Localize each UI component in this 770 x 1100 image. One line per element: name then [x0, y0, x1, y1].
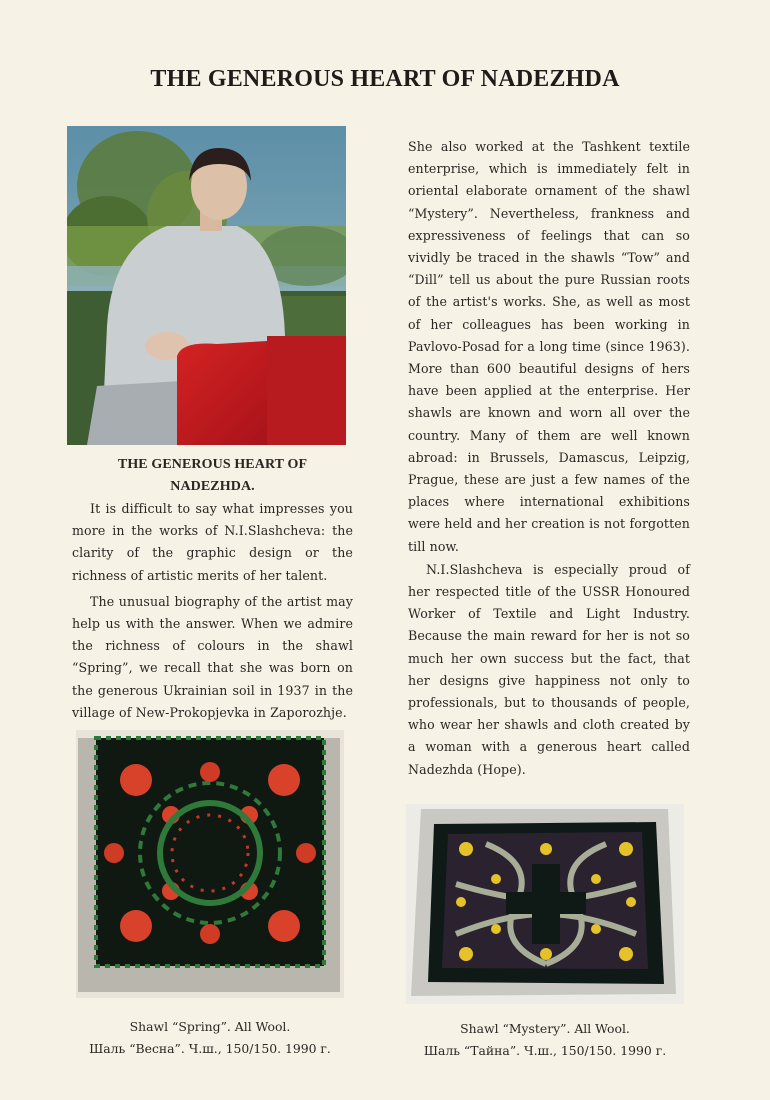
shawl-mystery-photo — [406, 804, 684, 1004]
subhead-line-2: NADEZHDA. — [170, 479, 255, 494]
left-column — [72, 454, 353, 724]
page-title: THE GENEROUS HEART OF NADEZHDA — [150, 66, 620, 92]
shawl-mystery-image — [406, 804, 684, 1004]
caption-mystery — [395, 1018, 695, 1062]
paragraph: It is difficult to say what impresses you more in the works of N.I.Slashcheva: the clarity of the graphic design or the richness of artistic merits of her talent. — [72, 501, 353, 583]
subhead-line-1: THE GENEROUS HEART OF — [117, 457, 308, 472]
paragraph: The unusual biography of the artist may help us with the answer. When we admire the richness of colours in the shawl “Spring”, we recall that she was born on the generous Ukrainian soil in 1937 in the village of New-Prokopjevka in Zaporozhje. — [72, 593, 353, 720]
caption-spring-russian: Шаль “Весна”. Ч.ш., 150/150. 1990 г. — [89, 1041, 331, 1056]
paragraph: She also worked at the Tashkent textile enterprise, which is immediately felt in oriental elaborate ornament of the shawl “Mystery”. Nevertheless, frankness and expressiveness of feelings that can so vividly be traced in the shawls “Tow” and “Dill” tell us about the pure Russian roots of the artist's works. She, as well as most of her colleagues has been working in Pavlovo-Posad for a long time (since 1963). More than 600 beautiful designs of hers have been applied at the enterprise. Her shawls are known and worn all over the country. Many of them are well known abroad: in Brussels, Damascus, Leipzig, Prague, these are just a few names of the places where international exhibitions were held and her creation is not forgotten till now. — [408, 139, 690, 554]
paragraph: N.I.Slashcheva is especially proud of her respected title of the USSR Honoured Worker of Textile and Light Industry. Because the main reward for her is not so much her own success but the fact, that her designs give happiness not only to professionals, but to thousands of people, who wear her shawls and cloth created by a woman with a generous heart called Nadezhda (Hope). — [408, 561, 690, 777]
shawl-spring-image — [76, 730, 344, 998]
right-column — [408, 136, 690, 781]
caption-mystery-russian: Шаль “Тайна”. Ч.ш., 150/150. 1990 г. — [423, 1043, 667, 1058]
caption-spring-english: Shawl “Spring”. All Wool. — [129, 1019, 291, 1034]
caption-mystery-english: Shawl “Mystery”. All Wool. — [460, 1021, 630, 1036]
shawl-spring-photo — [76, 730, 344, 998]
portrait-photo — [67, 126, 346, 445]
caption-spring — [60, 1016, 360, 1060]
section-subhead — [72, 454, 353, 498]
portrait-image — [67, 126, 346, 445]
